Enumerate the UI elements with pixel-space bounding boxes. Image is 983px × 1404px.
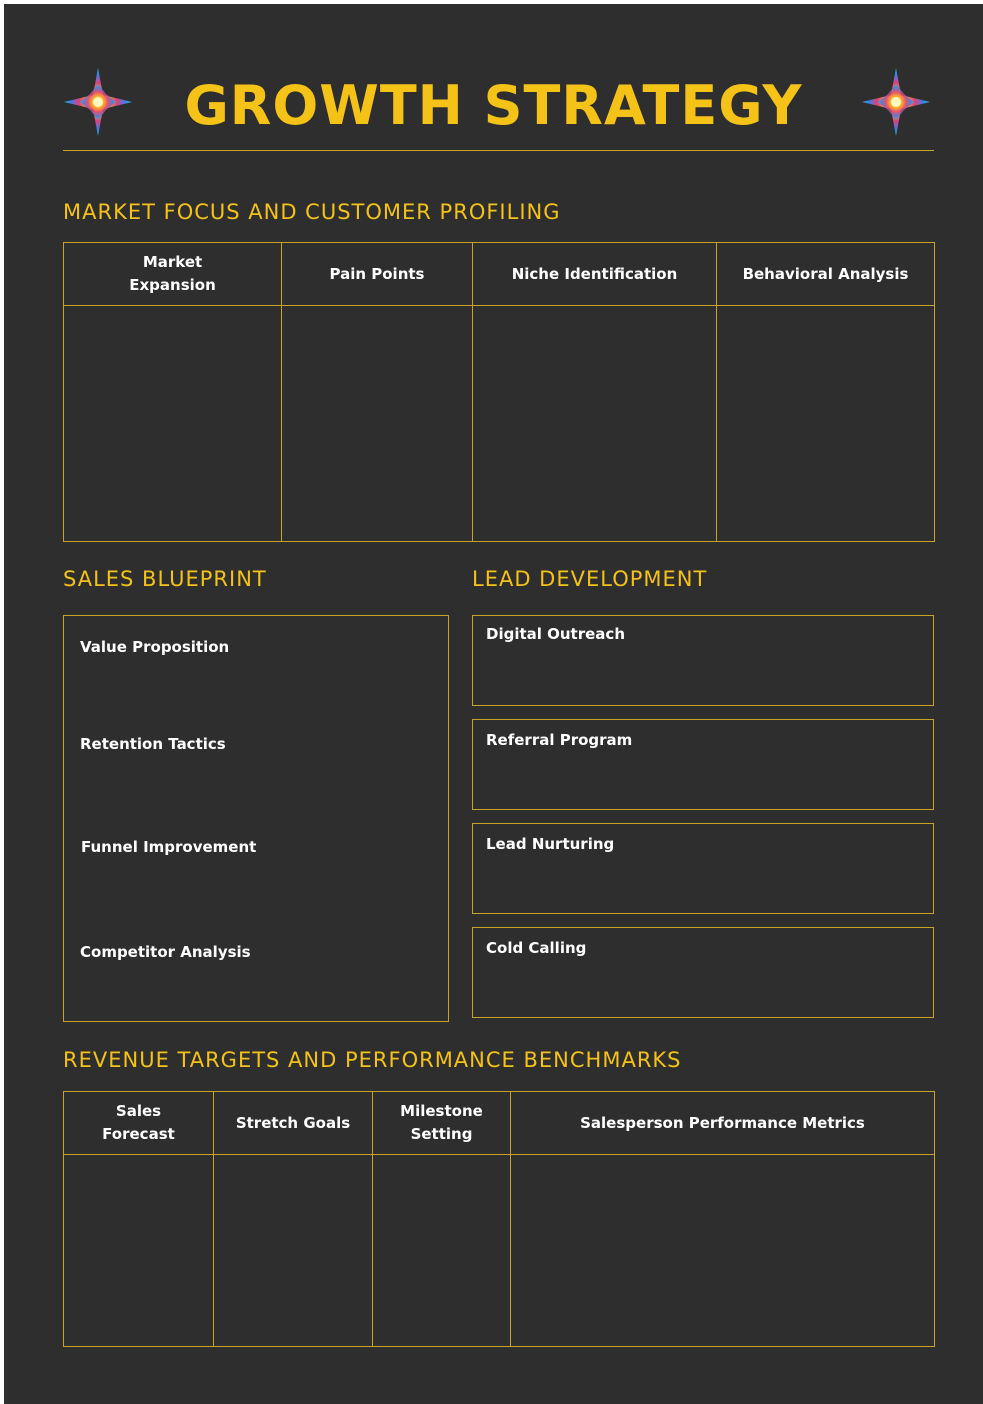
revenue-section-heading: REVENUE TARGETS AND PERFORMANCE BENCHMARKS	[63, 1048, 682, 1072]
lead-box[interactable]	[472, 823, 934, 914]
lead-box[interactable]	[472, 615, 934, 706]
revenue-input-cell[interactable]	[373, 1155, 511, 1347]
market-header-cell: Pain Points	[282, 243, 473, 306]
lead-item-label: Lead Nurturing	[486, 835, 615, 853]
revenue-header-cell: Salesperson Performance Metrics	[511, 1092, 935, 1155]
title-divider	[63, 150, 934, 151]
sales-item-label: Retention Tactics	[80, 735, 226, 753]
sales-section-heading: SALES BLUEPRINT	[63, 567, 267, 591]
sales-blueprint-box[interactable]	[63, 615, 449, 1022]
market-input-cell[interactable]	[473, 306, 717, 542]
market-header-cell: Behavioral Analysis	[717, 243, 935, 306]
market-section-heading: MARKET FOCUS AND CUSTOMER PROFILING	[63, 200, 561, 224]
revenue-input-cell[interactable]	[511, 1155, 935, 1347]
market-header-cell: Niche Identification	[473, 243, 717, 306]
revenue-table	[63, 1091, 935, 1347]
market-input-cell[interactable]	[282, 306, 473, 542]
sales-item-label: Competitor Analysis	[80, 943, 251, 961]
lead-item-label: Referral Program	[486, 731, 633, 749]
lead-item-label: Digital Outreach	[486, 625, 625, 643]
revenue-header-cell: Stretch Goals	[214, 1092, 373, 1155]
revenue-header-cell: Sales Forecast	[64, 1092, 214, 1155]
page-title: GROWTH STRATEGY	[184, 74, 803, 137]
document-page	[4, 4, 983, 1404]
market-header-cell: Market Expansion	[64, 243, 282, 306]
lead-item-label: Cold Calling	[486, 939, 587, 957]
market-input-cell[interactable]	[64, 306, 282, 542]
lead-box[interactable]	[472, 927, 934, 1018]
lead-section-heading: LEAD DEVELOPMENT	[472, 567, 708, 591]
sales-item-label: Value Proposition	[80, 638, 230, 656]
revenue-input-cell[interactable]	[214, 1155, 373, 1347]
lead-box[interactable]	[472, 719, 934, 810]
market-table	[63, 242, 935, 542]
revenue-header-cell: Milestone Setting	[373, 1092, 511, 1155]
market-input-cell[interactable]	[717, 306, 935, 542]
revenue-input-cell[interactable]	[64, 1155, 214, 1347]
sales-item-label: Funnel Improvement	[81, 838, 257, 856]
